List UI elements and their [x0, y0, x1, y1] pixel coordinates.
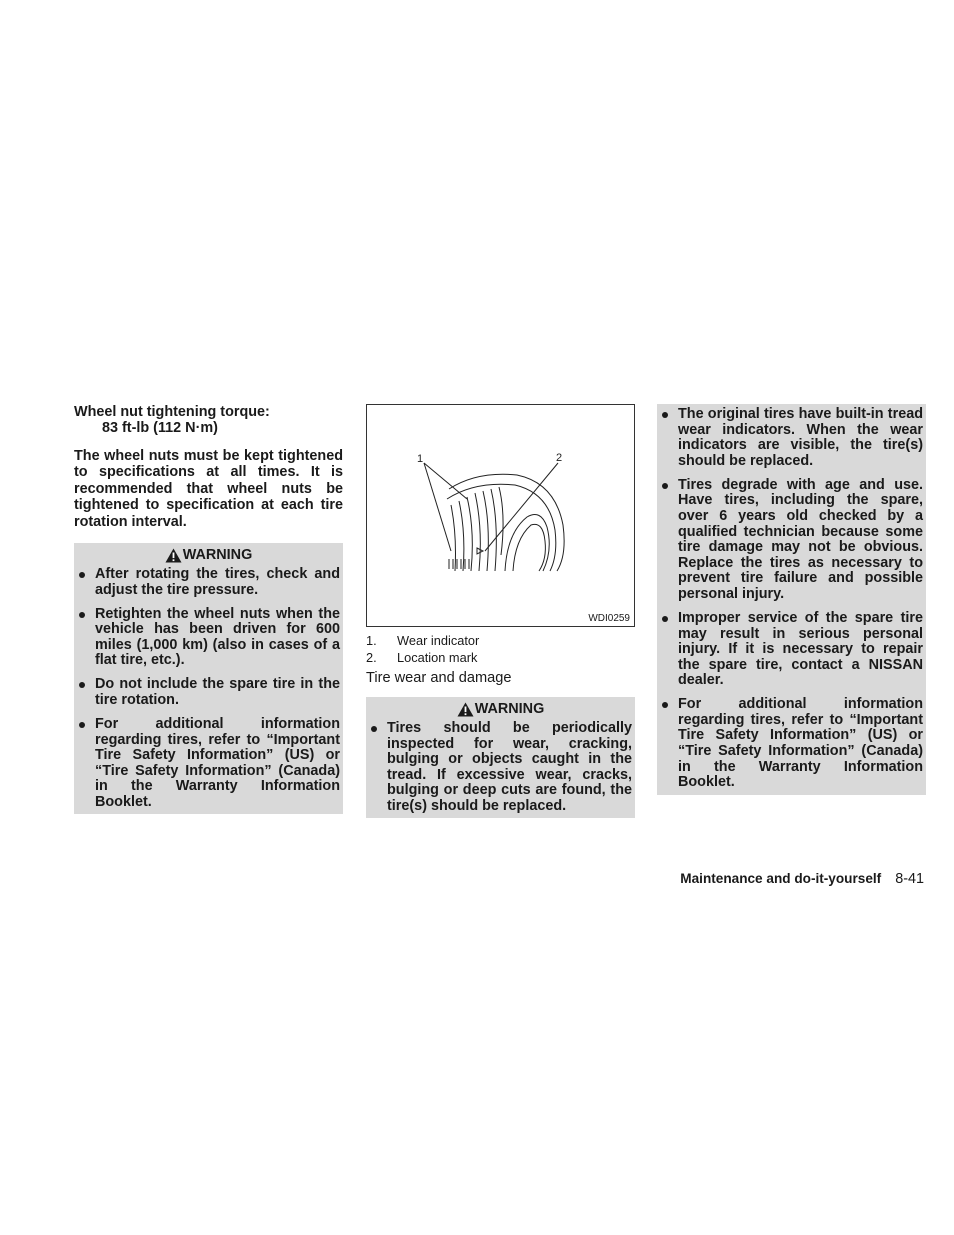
- wheel-nut-paragraph: The wheel nuts must be kept tightened to specifications at all times. It is recommended that wheel nuts be tightened to specification at each tire rotation interval.: [74, 448, 343, 530]
- list-item: [77, 717, 340, 811]
- figure-code: WDI0259: [588, 613, 630, 624]
- tire-wear-figure: [366, 404, 635, 627]
- list-item: [77, 607, 340, 669]
- callout-1: 1: [417, 453, 424, 465]
- middle-column: [366, 404, 635, 818]
- list-item: [369, 721, 632, 815]
- list-item-text: Improper service of the spare tire may result in serious personal injury. If it is necessary to repair the spare tire, contact a NISSAN dealer.: [678, 609, 923, 689]
- bullet-icon: [79, 572, 85, 578]
- torque-value: 83 ft-lb (112 N·m): [102, 420, 218, 436]
- list-item: [660, 478, 923, 603]
- list-item-text: Do not include the spare tire in the tire rotation.: [95, 676, 340, 708]
- warning-list: [369, 721, 632, 815]
- legend-number: 1.: [366, 633, 377, 648]
- list-item: [660, 697, 923, 791]
- warning-header: [369, 697, 632, 721]
- bullet-icon: [371, 726, 377, 732]
- torque-label: Wheel nut tightening torque:: [74, 404, 270, 420]
- warning-triangle-icon: [165, 548, 182, 563]
- bullet-icon: [662, 412, 668, 418]
- warning-box-rotation: [74, 543, 343, 813]
- footer-section-title: Maintenance and do-it-yourself: [680, 871, 882, 886]
- bullet-icon: [79, 612, 85, 618]
- bullet-icon: [79, 682, 85, 688]
- legend-item: [366, 632, 635, 649]
- warning-triangle-icon: [457, 702, 474, 717]
- page-footer: [680, 871, 924, 887]
- right-column: [657, 404, 926, 795]
- list-item-text: After rotating the tires, check and adjust the tire pressure.: [95, 566, 340, 598]
- figure-caption: Tire wear and damage: [366, 670, 512, 686]
- bullet-icon: [662, 616, 668, 622]
- left-column: [74, 404, 343, 814]
- warning-title: WARNING: [182, 547, 253, 564]
- list-item-text: The original tires have built-in tread wear indicators. When the wear indicators are visible, the tire(s) should be replaced.: [678, 406, 923, 469]
- warning-title: WARNING: [474, 701, 545, 717]
- legend-item: [366, 649, 635, 666]
- bullet-icon: [662, 483, 668, 489]
- tire-illustration: [367, 405, 634, 626]
- figure-legend: [366, 632, 635, 666]
- legend-number: 2.: [366, 650, 377, 665]
- list-item-text: Tires should be periodically inspected for wear, cracking, bulging or objects caught in the tread. If excessive wear, cracks, bulging or deep cuts are found, the tire(s) should be replaced.: [387, 720, 632, 814]
- bullet-icon: [79, 722, 85, 728]
- list-item-text: Retighten the wheel nuts when the vehicle has been driven for 600 miles (1,000 km) (also in cases of a flat tire, etc.).: [95, 605, 340, 669]
- warning-box-inspection: [366, 697, 635, 818]
- list-item-text: For additional information regarding tires, refer to “Important Tire Safety Information” (US) or “Tire Safety Information” (Canada) in the Warranty Information Booklet.: [95, 715, 340, 810]
- bullet-icon: [662, 702, 668, 708]
- list-item: [660, 407, 923, 469]
- warning-box-continued: [657, 404, 926, 795]
- list-item-text: Tires degrade with age and use. Have tires, including the spare, over 6 years old checked by a qualified technician because some tire damage may not be obvious. Replace the tires as necessary to prevent tire failure and possible personal injury.: [678, 476, 923, 602]
- warning-list: [77, 567, 340, 810]
- list-item: [77, 567, 340, 598]
- list-item: [77, 677, 340, 708]
- legend-text: Location mark: [397, 650, 478, 665]
- warning-list: [660, 407, 923, 791]
- list-item-text: For additional information regarding tires, refer to “Important Tire Safety Information” (US) or “Tire Safety Information” (Canada) in the Warranty Information Booklet.: [678, 696, 923, 791]
- callout-2: 2: [556, 452, 563, 464]
- list-item: [660, 611, 923, 689]
- warning-header: [77, 543, 340, 567]
- page-number: 8-41: [895, 871, 924, 887]
- legend-text: Wear indicator: [397, 633, 480, 648]
